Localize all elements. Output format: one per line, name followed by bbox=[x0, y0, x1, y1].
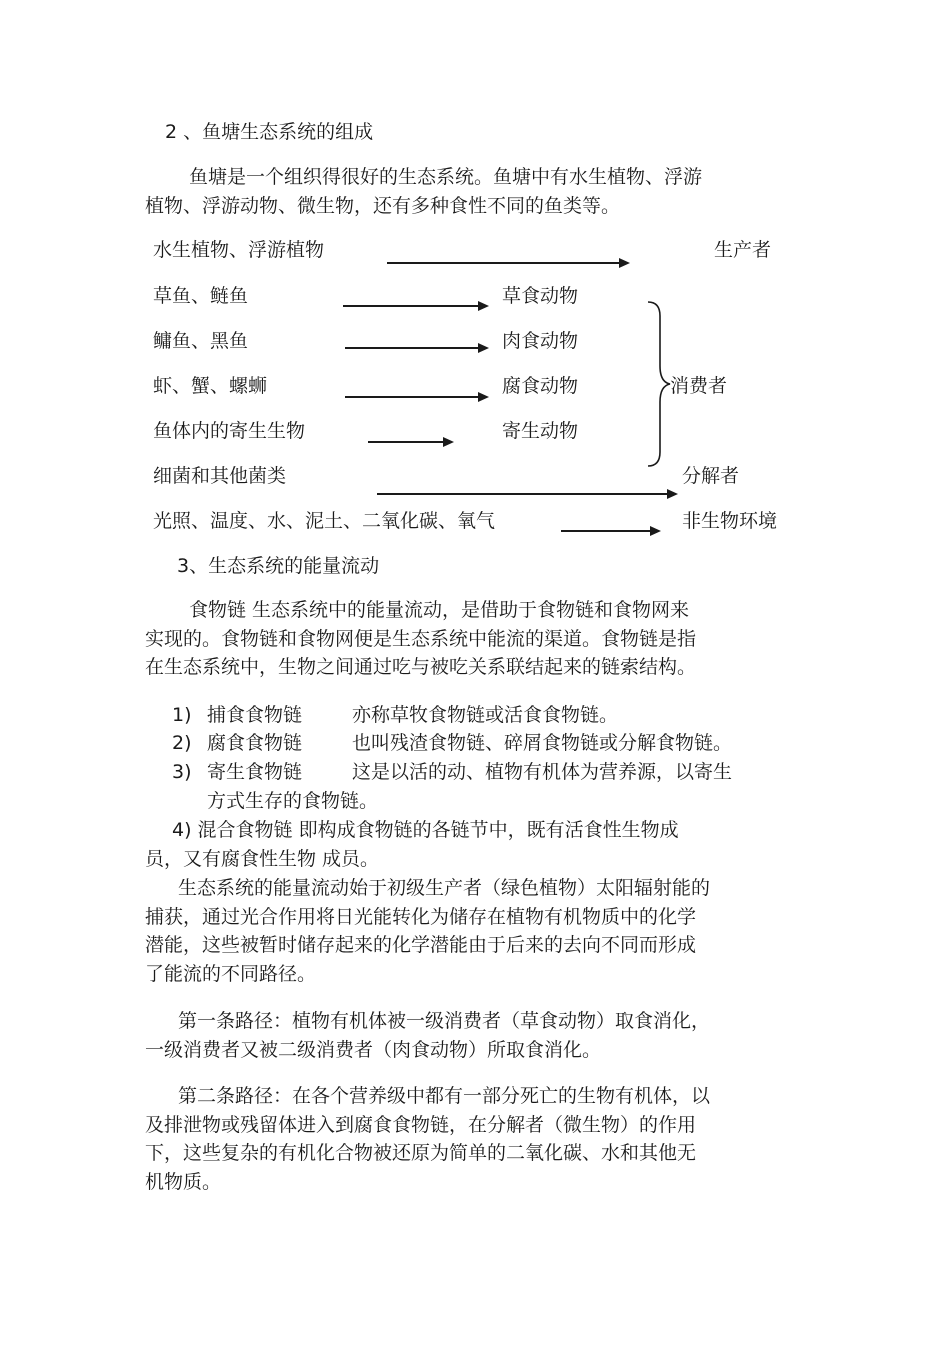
text-line: 植物、浮游动物、微生物，还有多种食性不同的鱼类等。 bbox=[145, 194, 621, 217]
path-2-paragraph bbox=[145, 1082, 785, 1196]
arrow-decomposers bbox=[377, 489, 678, 499]
text-line: 生态系统的能量流动始于初级生产者（绿色植物）太阳辐射能的 bbox=[178, 877, 711, 899]
text-line: 了能流的不同路径。 bbox=[145, 962, 317, 985]
list-item-4-line1: 4) 混合食物链 即构成食物链的各链节中，既有活食性生物成 bbox=[172, 819, 679, 841]
list-item-2 bbox=[172, 731, 192, 755]
text-line: 第二条路径：在各个营养级中都有一部分死亡的生物有机体，以 bbox=[178, 1085, 711, 1107]
list-item-1 bbox=[172, 703, 192, 727]
producers-label-right: 生产者 bbox=[714, 239, 772, 261]
list-item-1-desc: 亦称草牧食物链或活食食物链。 bbox=[352, 704, 619, 726]
text-line: 在生态系统中，生物之间通过吃与被吃关系联结起来的链索结构。 bbox=[145, 656, 697, 678]
text-line: 一级消费者又被二级消费者（肉食动物）所取食消化。 bbox=[145, 1038, 602, 1061]
text-line: 第一条路径：植物有机体被一级消费者（草食动物）取食消化， bbox=[178, 1010, 711, 1032]
text-line: 及排泄物或残留体进入到腐食食物链，在分解者（微生物）的作用 bbox=[145, 1113, 697, 1136]
row-left-herbivore-fish: 草鱼、鲢鱼 bbox=[153, 285, 249, 307]
row-left-carnivore-fish: 鳙鱼、黑鱼 bbox=[153, 330, 249, 352]
arrow-carnivore bbox=[345, 343, 489, 353]
list-item-3-cont: 方式生存的食物链。 bbox=[207, 790, 379, 812]
list-item-3-desc: 这是以活的动、植物有机体为营养源，以寄生 bbox=[352, 761, 733, 783]
abiotic-label-left: 光照、温度、水、泥土、二氧化碳、氧气 bbox=[153, 510, 496, 532]
text-line: 下，这些复杂的有机化合物被还原为简单的二氧化碳、水和其他无 bbox=[145, 1142, 697, 1164]
arrow-detritivore bbox=[345, 392, 489, 402]
arrow-producers bbox=[387, 258, 630, 268]
section-2-heading: 2 、鱼塘生态系统的组成 bbox=[165, 121, 374, 143]
decomposers-label-left: 细菌和其他菌类 bbox=[153, 465, 287, 487]
list-number: 1) bbox=[172, 704, 192, 726]
text-line: 潜能，这些被暂时储存起来的化学潜能由于后来的去向不同而形成 bbox=[145, 934, 697, 956]
abiotic-label-right: 非生物环境 bbox=[682, 510, 778, 532]
energy-flow-paragraph bbox=[145, 874, 785, 988]
consumers-label: 消费者 bbox=[670, 375, 728, 397]
list-item-3 bbox=[172, 760, 192, 784]
row-right-parasite: 寄生动物 bbox=[502, 420, 579, 442]
foodchain-paragraph bbox=[145, 596, 785, 682]
decomposers-label-right: 分解者 bbox=[682, 465, 740, 487]
section-3-heading: 3、生态系统的能量流动 bbox=[177, 555, 380, 577]
list-number: 2) bbox=[172, 732, 192, 754]
row-right-detritivore: 腐食动物 bbox=[502, 375, 579, 397]
list-item-2-name: 腐食食物链 bbox=[207, 732, 303, 754]
producers-label-left: 水生植物、浮游植物 bbox=[153, 239, 325, 261]
row-left-parasite: 鱼体内的寄生生物 bbox=[153, 420, 306, 442]
section-2-intro bbox=[145, 163, 785, 220]
arrow-herbivore bbox=[343, 301, 489, 311]
row-right-carnivore: 肉食动物 bbox=[502, 330, 579, 352]
row-left-detritivore: 虾、蟹、螺蛳 bbox=[153, 375, 268, 397]
list-number: 3) bbox=[172, 761, 192, 783]
text-line: 捕获，通过光合作用将日光能转化为储存在植物有机物质中的化学 bbox=[145, 905, 697, 928]
text-line: 鱼塘是一个组织得很好的生态系统。鱼塘中有水生植物、浮游 bbox=[189, 166, 703, 188]
list-item-4-line2: 员，又有腐食性生物 成员。 bbox=[145, 848, 380, 870]
text-line: 实现的。食物链和食物网便是生态系统中能流的渠道。食物链是指 bbox=[145, 627, 697, 650]
arrow-abiotic bbox=[561, 526, 661, 536]
text-line: 机物质。 bbox=[145, 1170, 222, 1193]
list-item-3-name: 寄生食物链 bbox=[207, 761, 303, 783]
text-line: 食物链 生态系统中的能量流动，是借助于食物链和食物网来 bbox=[189, 599, 690, 621]
path-1-paragraph bbox=[145, 1007, 785, 1064]
arrow-parasite bbox=[368, 437, 454, 447]
row-right-herbivore: 草食动物 bbox=[502, 285, 579, 307]
list-item-1-name: 捕食食物链 bbox=[207, 704, 303, 726]
list-item-2-desc: 也叫残渣食物链、碎屑食物链或分解食物链。 bbox=[352, 732, 733, 754]
